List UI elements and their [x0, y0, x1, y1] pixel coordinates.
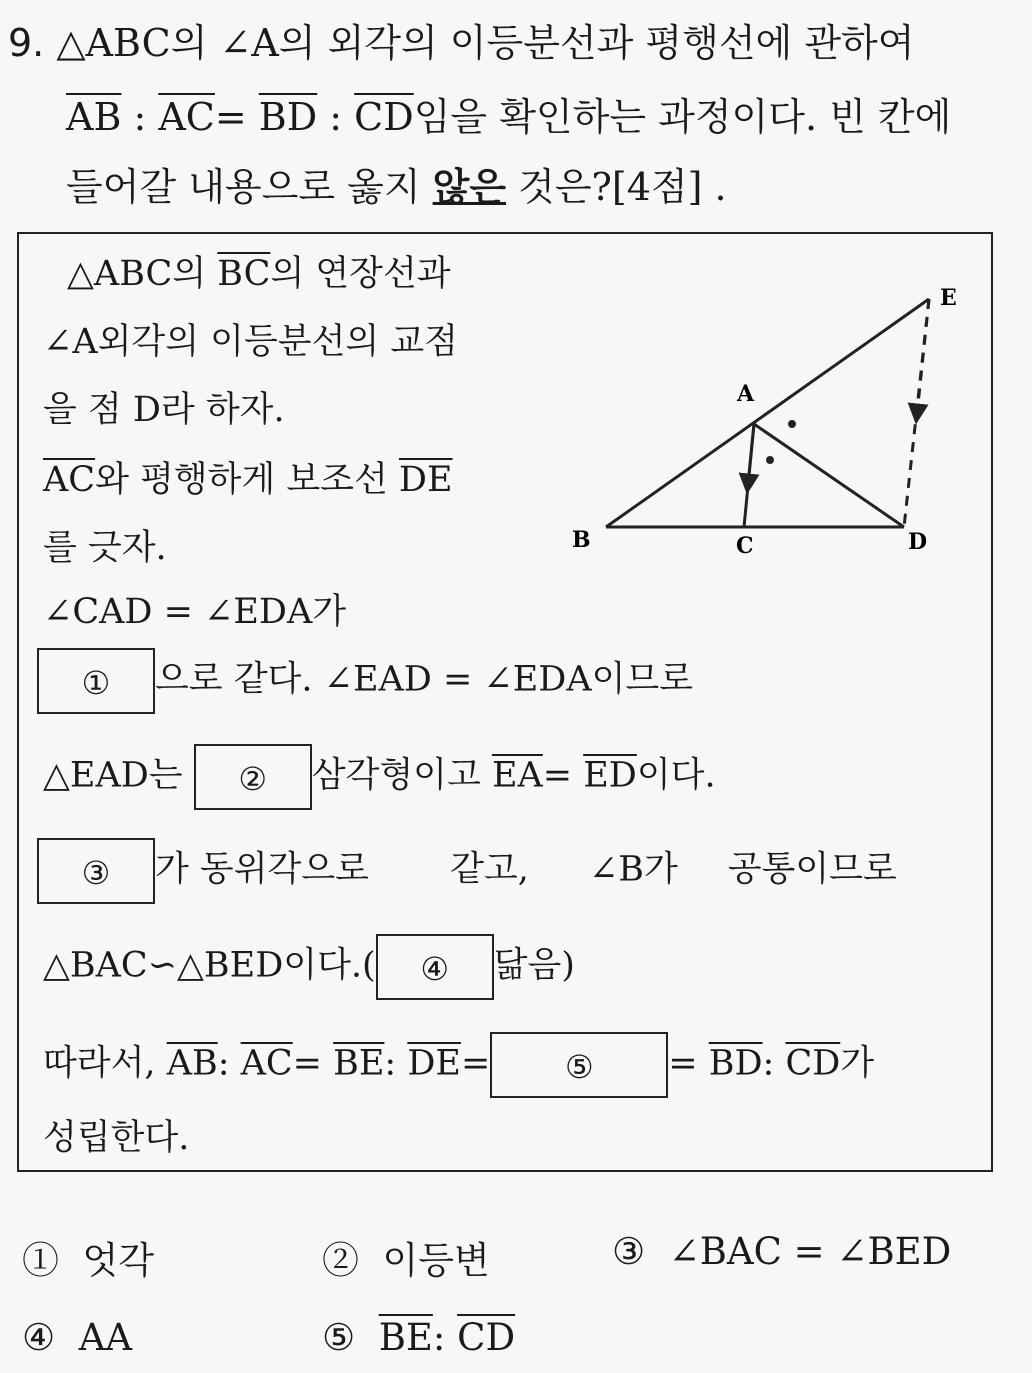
text: 으로 같다. ∠EAD = ∠EDA이므로 [155, 659, 694, 700]
option-4[interactable] [22, 1316, 132, 1359]
seg-ea: $\overline{EA}$ [491, 755, 543, 796]
text: 삼각형이고 [311, 755, 492, 796]
proof-line-9 [37, 838, 897, 904]
text: 같고, [450, 849, 529, 890]
text: 가 [840, 1043, 875, 1084]
proof-line-2: ∠A외각의 이등분선의 교점 [43, 322, 458, 362]
question-number: 9. [8, 21, 45, 65]
question-line-2 [66, 86, 951, 141]
colon: : [762, 1043, 786, 1084]
proof-line-7 [37, 648, 693, 714]
question-text-3-end: 것은?[4점] . [506, 165, 727, 209]
proof-line-1 [67, 246, 451, 296]
option-text: 엇각 [82, 1239, 155, 1282]
blank-5[interactable]: ⑤ [490, 1032, 668, 1098]
equals: = [292, 1043, 334, 1084]
blank-1[interactable]: ① [37, 648, 155, 714]
text: 가 동위각으로 [155, 849, 381, 890]
proof-box [17, 232, 993, 1172]
line-be [606, 299, 929, 527]
angle-dot [766, 456, 774, 464]
angle-dot [788, 420, 796, 428]
text: △EAD는 [43, 755, 194, 796]
text: 닮음) [493, 945, 575, 986]
option-3[interactable] [612, 1230, 951, 1273]
triangle-figure [564, 279, 974, 579]
proof-line-5: 를 긋자. [43, 528, 167, 568]
seg-cd: $\overline{CD}$ [354, 95, 414, 139]
proof-line-11 [43, 1032, 874, 1098]
text: △BAC∽△BED이다.( [43, 945, 376, 986]
arrow-ac [748, 424, 754, 484]
text: 공통이므로 [727, 849, 897, 890]
seg-bd: $\overline{BD}$ [258, 95, 318, 139]
label-b: B [572, 527, 591, 553]
text: 의 연장선과 [270, 254, 451, 294]
text: 이다. [636, 755, 716, 796]
text: ∠B가 [588, 849, 678, 890]
seg-cd: $\overline{CD}$ [457, 1316, 516, 1359]
equals: = [214, 95, 259, 139]
seg-de: $\overline{DE}$ [398, 460, 453, 500]
text: 와 평행하게 보조선 [95, 460, 399, 500]
proof-line-4 [43, 452, 453, 502]
seg-de: $\overline{DE}$ [407, 1043, 461, 1084]
seg-bd: $\overline{BD}$ [708, 1043, 763, 1084]
option-5[interactable] [322, 1316, 515, 1359]
proof-line-12: 성립한다. [43, 1118, 190, 1158]
seg-ac: $\overline{AC}$ [43, 460, 96, 500]
question-text-3: 들어갈 내용으로 옳지 [66, 165, 433, 209]
blank-2[interactable]: ② [194, 744, 312, 810]
colon: : [384, 1043, 408, 1084]
option-2[interactable] [322, 1230, 490, 1284]
colon: : [121, 95, 159, 139]
option-number: ⑤ [322, 1316, 356, 1359]
option-number: ③ [612, 1230, 646, 1273]
text: 따라서, [43, 1043, 167, 1084]
seg-ac: $\overline{AC}$ [158, 95, 215, 139]
proof-line-8 [43, 744, 716, 810]
option-text: ∠BAC = ∠BED [668, 1230, 952, 1273]
seg-cd: $\overline{CD}$ [785, 1043, 841, 1084]
equals: = [460, 1043, 491, 1084]
colon: : [432, 1316, 458, 1359]
proof-line-3: 을 점 D라 하자. [43, 390, 285, 430]
blank-3[interactable]: ③ [37, 838, 155, 904]
option-number: ④ [22, 1316, 56, 1359]
label-a: A [737, 381, 755, 407]
seg-ac: $\overline{AC}$ [240, 1043, 293, 1084]
label-e: E [940, 285, 957, 311]
seg-be: $\overline{BE}$ [333, 1043, 385, 1084]
question-line-1 [8, 12, 914, 67]
seg-ab: $\overline{AB}$ [166, 1043, 218, 1084]
label-d: D [908, 529, 928, 555]
question-line-3 [66, 156, 727, 211]
colon: : [217, 1043, 241, 1084]
emphasis-not: 않은 [432, 164, 507, 209]
label-c: C [736, 533, 754, 559]
option-number: ② [322, 1239, 359, 1282]
line-ad [754, 424, 904, 527]
question-text-1: △ABC의 ∠A의 외각의 이등분선과 평행선에 관하여 [56, 21, 915, 65]
proof-line-6: ∠CAD = ∠EDA가 [43, 592, 347, 632]
equals: = [668, 1043, 709, 1084]
seg-bc: $\overline{BC}$ [217, 254, 271, 294]
question-text-2: 임을 확인하는 과정이다. 빈 칸에 [413, 95, 952, 139]
proof-line-10 [43, 934, 575, 1000]
seg-ab: $\overline{AB}$ [66, 95, 122, 139]
seg-be: $\overline{BE}$ [378, 1316, 433, 1359]
option-text: AA [78, 1316, 133, 1359]
option-number: ① [22, 1239, 59, 1282]
seg-ed: $\overline{ED}$ [583, 755, 637, 796]
option-1[interactable] [22, 1230, 154, 1284]
blank-4[interactable]: ④ [376, 934, 494, 1000]
arrow-ed [917, 299, 929, 414]
colon: : [317, 95, 355, 139]
text: △ABC의 [67, 254, 218, 294]
equals: = [542, 755, 584, 796]
option-text: 이등변 [382, 1239, 490, 1282]
